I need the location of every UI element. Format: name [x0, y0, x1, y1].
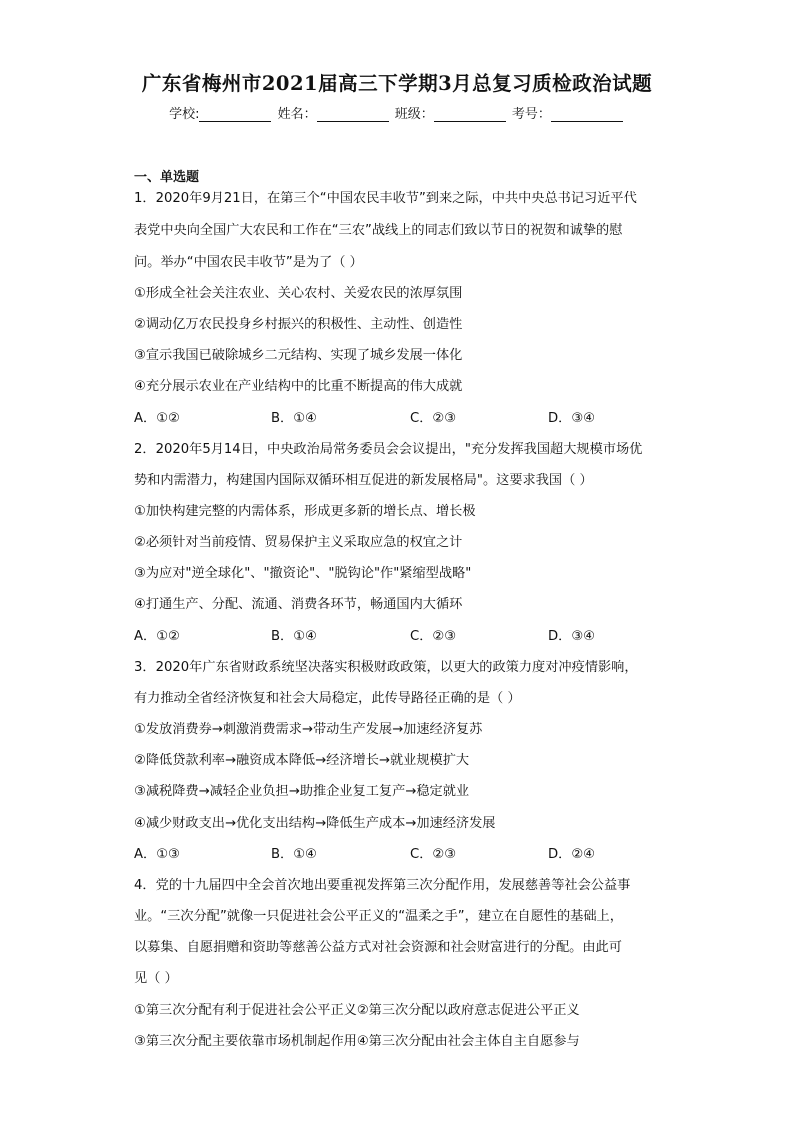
q2-option-b[interactable]: B．①④: [271, 629, 317, 644]
name-blank[interactable]: [317, 107, 389, 122]
q2-item: ②必须针对当前疫情、贸易保护主义采取应急的权宜之计: [134, 535, 463, 550]
q4-stem-line: 4．党的十九届四中全会首次地出要重视发挥第三次分配作用，发展慈善等社会公益事: [134, 878, 631, 893]
q3-option-c[interactable]: C．②③: [410, 847, 457, 862]
q2-option-a[interactable]: A．①②: [134, 629, 180, 644]
q4-item: ①第三次分配有利于促进社会公平正义②第三次分配以政府意志促进公平正义: [134, 1003, 580, 1018]
name-label: 姓名：: [277, 107, 317, 122]
page-title: 广东省梅州市2021届高三下学期3月总复习质检政治试题: [141, 72, 653, 95]
q4-item: ③第三次分配主要依靠市场机制起作用④第三次分配由社会主体自主自愿参与: [134, 1034, 580, 1049]
section-heading: 一、单选题: [134, 170, 200, 185]
exam-number-blank[interactable]: [551, 107, 623, 122]
q1-option-c[interactable]: C．②③: [410, 411, 457, 426]
q4-stem-line: 业。“三次分配”就像一只促进社会公平正义的“温柔之手”，建立在自愿性的基础上，: [134, 909, 623, 924]
q1-item: ③宣示我国已破除城乡二元结构、实现了城乡发展一体化: [134, 348, 463, 363]
q4-stem-line: 以募集、自愿捐赠和资助等慈善公益方式对社会资源和社会财富进行的分配。由此可: [134, 940, 622, 955]
class-label: 班级：: [394, 107, 434, 122]
student-info-row: [0, 103, 794, 122]
q3-option-a[interactable]: A．①③: [134, 847, 180, 862]
q4-stem-line: 见（ ）: [134, 971, 178, 986]
q3-item: ①发放消费券→刺激消费需求→带动生产发展→加速经济复苏: [134, 722, 483, 737]
q1-option-b[interactable]: B．①④: [271, 411, 317, 426]
q1-stem-line: 表党中央向全国广大农民和工作在“三农”战线上的同志们致以节日的祝贺和诚挚的慰: [134, 223, 623, 238]
q3-item: ②降低贷款利率→融资成本降低→经济增长→就业规模扩大: [134, 753, 470, 768]
q2-item: ④打通生产、分配、流通、消费各环节，畅通国内大循环: [134, 597, 463, 612]
exam-number-label: 考号：: [511, 107, 551, 122]
q2-option-d[interactable]: D．③④: [548, 629, 595, 644]
school-label: 学校:: [169, 107, 200, 122]
class-blank[interactable]: [434, 107, 506, 122]
q3-item: ④减少财政支出→优化支出结构→降低生产成本→加速经济发展: [134, 816, 496, 831]
q3-item: ③减税降费→减轻企业负担→助推企业复工复产→稳定就业: [134, 784, 470, 799]
q1-option-d[interactable]: D．③④: [548, 411, 595, 426]
school-blank[interactable]: [199, 107, 271, 122]
q3-stem-line: 3．2020年广东省财政系统坚决落实积极财政政策，以更大的政策力度对冲疫情影响，: [134, 660, 638, 675]
q1-stem-line: 1．2020年9月21日，在第三个“中国农民丰收节”到来之际，中共中央总书记习近平代: [134, 191, 637, 206]
q1-stem-line: 问。举办“中国农民丰收节”是为了（ ）: [134, 255, 363, 270]
q2-stem-line: 2．2020年5月14日，中央政治局常务委员会会议提出，"充分发挥我国超大规模市场优: [134, 442, 643, 457]
q1-item: ①形成全社会关注农业、关心农村、关爱农民的浓厚氛围: [134, 286, 463, 301]
q3-option-d[interactable]: D．②④: [548, 847, 595, 862]
q2-item: ①加快构建完整的内需体系，形成更多新的增长点、增长极: [134, 504, 476, 519]
q2-stem-line: 势和内需潜力，构建国内国际双循环相互促进的新发展格局"。这要求我国（ ）: [134, 473, 593, 488]
q3-option-b[interactable]: B．①④: [271, 847, 317, 862]
q1-item: ②调动亿万农民投身乡村振兴的积极性、主动性、创造性: [134, 317, 463, 332]
q2-option-c[interactable]: C．②③: [410, 629, 457, 644]
q1-item: ④充分展示农业在产业结构中的比重不断提高的伟大成就: [134, 379, 463, 394]
q2-item: ③为应对"逆全球化"、"撤资论"、"脱钩论"作"紧缩型战略": [134, 566, 472, 581]
q3-stem-line: 有力推动全省经济恢复和社会大局稳定，此传导路径正确的是（ ）: [134, 691, 521, 706]
q1-option-a[interactable]: A．①②: [134, 411, 180, 426]
